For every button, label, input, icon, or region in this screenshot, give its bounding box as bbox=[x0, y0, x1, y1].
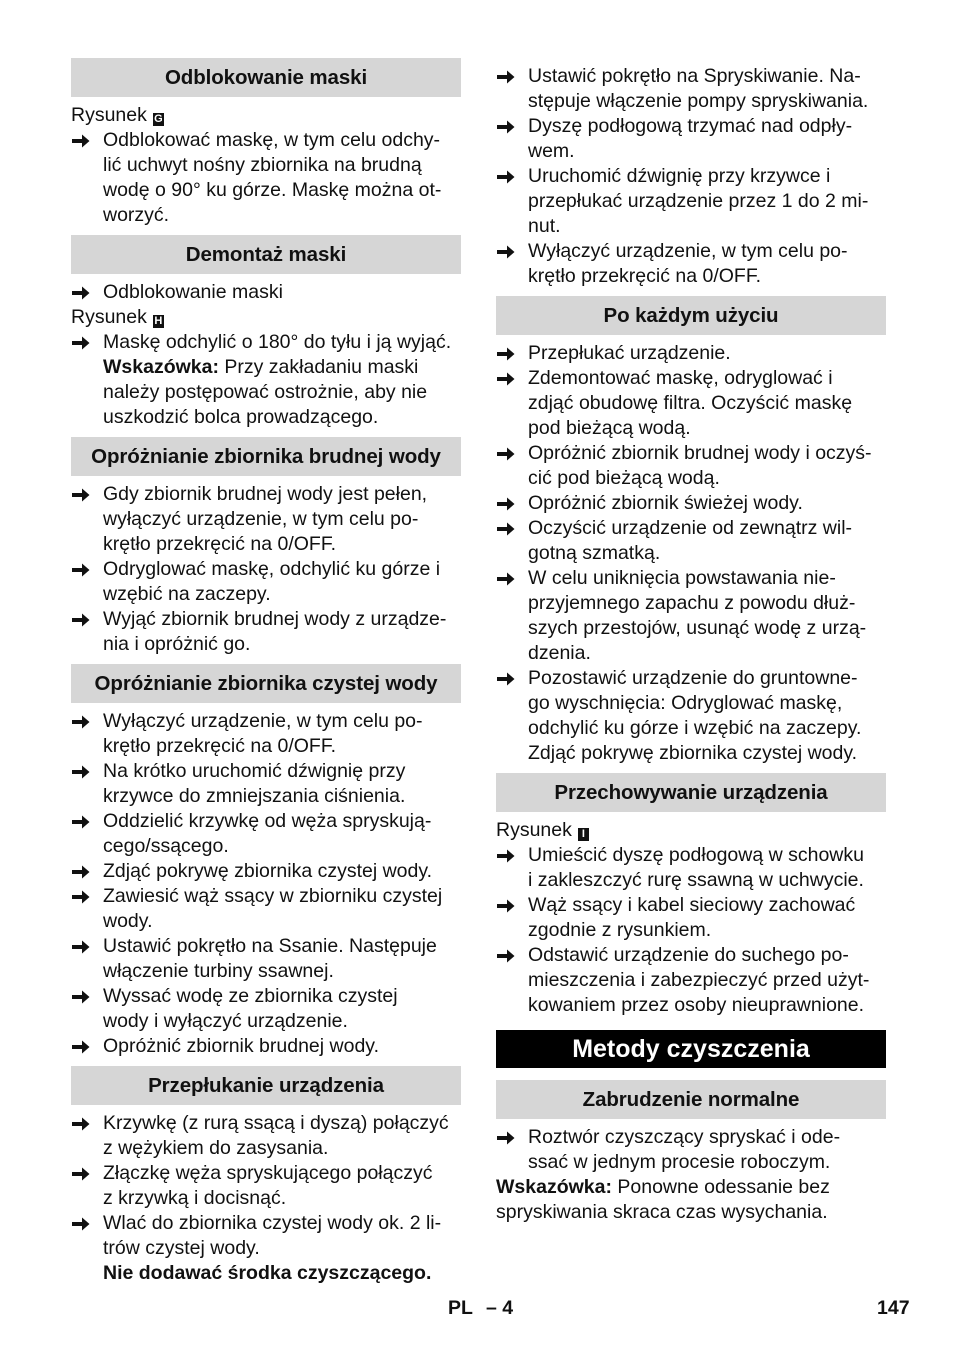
item-line: wody. bbox=[103, 910, 153, 932]
item-line: Gdy zbiornik brudnej wody jest pełen, bbox=[103, 483, 428, 505]
note-line: należy postępować ostrożnie, aby nie bbox=[103, 381, 428, 403]
arrow-right-icon bbox=[497, 672, 515, 686]
item-line: krętło przekręcić na 0/OFF. bbox=[103, 735, 336, 757]
list-item bbox=[496, 843, 886, 893]
list-item bbox=[496, 366, 886, 441]
list-item bbox=[496, 341, 886, 366]
note-line bbox=[103, 355, 461, 380]
item-line: Wyłączyć urządzenie, w tym celu po- bbox=[103, 710, 423, 732]
item-line: Zawiesić wąż ssący w zbiorniku czystej bbox=[103, 885, 443, 907]
item-line: W celu uniknięcia powstawania nie- bbox=[528, 567, 836, 589]
figure-box: G bbox=[154, 113, 163, 125]
item-line: ssać w jednym procesie roboczym. bbox=[528, 1151, 831, 1173]
list-item bbox=[496, 516, 886, 566]
item-line: Krzywkę (z rurą ssącą i dyszą) połączyć bbox=[103, 1112, 449, 1134]
list-item bbox=[71, 1161, 461, 1211]
figure-box: H bbox=[154, 315, 163, 327]
list-item bbox=[71, 859, 461, 884]
list-item bbox=[496, 893, 886, 943]
item-line: zdjąć obudowę filtra. Oczyścić maskę bbox=[528, 392, 853, 414]
item-line: wody i wyłączyć urządzenie. bbox=[103, 1010, 348, 1032]
item-line: Odblokować maskę, w tym celu odchy- bbox=[103, 129, 441, 151]
item-line: krzywce do zmniejszania ciśnienia. bbox=[103, 785, 406, 807]
item-line: Opróżnić zbiornik świeżej wody. bbox=[528, 492, 803, 514]
item-line: dzenia. bbox=[528, 642, 591, 664]
note-text: Przy zakładaniu maski bbox=[224, 356, 419, 378]
item-line: Umieścić dyszę podłogową w schowku bbox=[528, 844, 864, 866]
item-line: Wąż ssący i kabel sieciowy zachować bbox=[528, 894, 856, 916]
figure-label: Rysunek bbox=[71, 104, 147, 126]
item-line: wodę o 90° ku górze. Maskę można ot- bbox=[103, 179, 442, 201]
item-line: Na krótko uruchomić dźwignię przy bbox=[103, 760, 406, 782]
item-line: Pozostawić urządzenie do gruntowne- bbox=[528, 667, 858, 689]
item-line: Dyszę podłogową trzymać nad odpły- bbox=[528, 115, 853, 137]
note-line: uszkodzić bolca prowadzącego. bbox=[103, 406, 379, 428]
arrow-right-icon bbox=[72, 286, 90, 300]
list-item bbox=[496, 943, 886, 1018]
arrow-right-icon bbox=[72, 1217, 90, 1231]
arrow-right-icon bbox=[497, 70, 515, 84]
item-line: nia i opróżnić go. bbox=[103, 633, 251, 655]
section-heading: Po każdym użyciu bbox=[496, 296, 886, 335]
list-item bbox=[496, 566, 886, 666]
arrow-right-icon bbox=[497, 120, 515, 134]
note-line: spryskiwania skraca czas wysychania. bbox=[496, 1201, 828, 1223]
section-body bbox=[496, 335, 886, 773]
arrow-right-icon bbox=[72, 563, 90, 577]
arrow-right-icon bbox=[497, 245, 515, 259]
section-body bbox=[71, 1105, 461, 1293]
section-body bbox=[496, 58, 886, 296]
arrow-right-icon bbox=[497, 949, 515, 963]
note-text: Ponowne odessanie bez bbox=[617, 1176, 830, 1198]
item-line: mieszczenia i zabezpieczyć przed użyt- bbox=[528, 969, 870, 991]
item-line: Ustawić pokrętło na Spryskiwanie. Na- bbox=[528, 65, 861, 87]
item-line: krętło przekręcić na 0/OFF. bbox=[528, 265, 761, 287]
arrow-right-icon bbox=[72, 990, 90, 1004]
figure-reference bbox=[71, 103, 461, 128]
figure-label: Rysunek bbox=[71, 306, 147, 328]
item-line: wzębić na zaczepy. bbox=[103, 583, 271, 605]
item-line: wyłączyć urządzenie, w tym celu po- bbox=[103, 508, 419, 530]
note-label: Wskazówka: bbox=[496, 1176, 612, 1198]
list-item bbox=[71, 884, 461, 934]
section-heading: Przechowywanie urządzenia bbox=[496, 773, 886, 812]
item-line: Wyssać wodę ze zbiornika czystej bbox=[103, 985, 398, 1007]
item-line: przepłukać urządzenie przez 1 do 2 mi- bbox=[528, 190, 869, 212]
list-item bbox=[496, 64, 886, 114]
item-line: Zdemontować maskę, odryglować i bbox=[528, 367, 833, 389]
item-line: stępuje włączenie pompy spryskiwania. bbox=[528, 90, 869, 112]
section-body bbox=[496, 812, 886, 1025]
item-line: Oczyścić urządzenie od zewnątrz wil- bbox=[528, 517, 853, 539]
figure-box: I bbox=[578, 828, 589, 841]
item-line: zgodnie z rysunkiem. bbox=[528, 919, 712, 941]
arrow-right-icon bbox=[72, 613, 90, 627]
list-item bbox=[496, 164, 886, 239]
list-item bbox=[496, 239, 886, 289]
item-line: cego/ssącego. bbox=[103, 835, 229, 857]
arrow-right-icon bbox=[497, 447, 515, 461]
item-line: odchylić ku górze i wzębić na zaczepy. bbox=[528, 717, 862, 739]
arrow-right-icon bbox=[497, 497, 515, 511]
arrow-right-icon bbox=[497, 572, 515, 586]
item-line: Odryglować maskę, odchylić ku górze i bbox=[103, 558, 441, 580]
list-item bbox=[496, 114, 886, 164]
arrow-right-icon bbox=[72, 1040, 90, 1054]
item-line: Zdjąć pokrywę zbiornika czystej wody. bbox=[528, 742, 858, 764]
item-line: Wlać do zbiornika czystej wody ok. 2 li- bbox=[103, 1212, 442, 1234]
list-item bbox=[71, 984, 461, 1034]
item-line: Ustawić pokrętło na Ssanie. Następuje bbox=[103, 935, 437, 957]
arrow-right-icon bbox=[72, 940, 90, 954]
arrow-right-icon bbox=[72, 765, 90, 779]
bold-line: Nie dodawać środka czyszczącego. bbox=[103, 1262, 432, 1284]
footer-language bbox=[448, 1297, 513, 1320]
left-column bbox=[71, 58, 461, 1293]
list-item bbox=[71, 934, 461, 984]
item-line: worzyć. bbox=[103, 204, 170, 226]
right-column bbox=[496, 58, 886, 1232]
arrow-right-icon bbox=[72, 1117, 90, 1131]
arrow-right-icon bbox=[497, 1131, 515, 1145]
section-body bbox=[71, 703, 461, 1066]
section-body bbox=[71, 97, 461, 235]
item-line: Odblokowanie maski bbox=[103, 281, 283, 303]
arrow-right-icon bbox=[72, 336, 90, 350]
note bbox=[71, 355, 461, 430]
arrow-right-icon bbox=[72, 1167, 90, 1181]
list-item bbox=[71, 128, 461, 228]
item-line: Roztwór czyszczący spryskać i ode- bbox=[528, 1126, 841, 1148]
arrow-right-icon bbox=[497, 347, 515, 361]
footer-page-sep: – 4 bbox=[486, 1297, 514, 1319]
item-line: Przepłukać urządzenie. bbox=[528, 342, 731, 364]
list-item bbox=[496, 1125, 886, 1175]
item-line: Opróżnić zbiornik brudnej wody i oczyś- bbox=[528, 442, 872, 464]
item-line: z wężykiem do zasysania. bbox=[103, 1137, 329, 1159]
section-heading: Opróżnianie zbiornika brudnej wody bbox=[71, 437, 461, 476]
item-line: lić uchwyt nośny zbiornika na brudną bbox=[103, 154, 422, 176]
note-label: Wskazówka: bbox=[103, 356, 219, 378]
item-line: wem. bbox=[528, 140, 575, 162]
list-item bbox=[71, 1034, 461, 1059]
item-line: Maskę odchylić o 180° do tyłu i ją wyjąć. bbox=[103, 331, 452, 353]
list-item bbox=[71, 809, 461, 859]
item-line: gotną szmatką. bbox=[528, 542, 661, 564]
item-line: Oddzielić krzywkę od węża spryskują- bbox=[103, 810, 432, 832]
section-heading: Odblokowanie maski bbox=[71, 58, 461, 97]
arrow-right-icon bbox=[72, 815, 90, 829]
page-number: 147 bbox=[877, 1297, 910, 1319]
arrow-right-icon bbox=[72, 488, 90, 502]
list-item bbox=[71, 1211, 461, 1261]
item-line: przyjemnego zapachu z powodu dłuż- bbox=[528, 592, 856, 614]
item-line: pod bieżącą wodą. bbox=[528, 417, 691, 439]
arrow-right-icon bbox=[72, 715, 90, 729]
arrow-right-icon bbox=[497, 170, 515, 184]
item-line: i zakleszczyć rurę ssawną w uchwycie. bbox=[528, 869, 864, 891]
section-heading: Zabrudzenie normalne bbox=[496, 1080, 886, 1119]
item-line: go wyschnięcia: Odryglować maskę, bbox=[528, 692, 843, 714]
arrow-right-icon bbox=[72, 134, 90, 148]
list-item bbox=[71, 1111, 461, 1161]
list-item bbox=[71, 709, 461, 759]
list-item bbox=[71, 557, 461, 607]
section-body bbox=[71, 476, 461, 664]
arrow-right-icon bbox=[497, 372, 515, 386]
section-heading: Demontaż maski bbox=[71, 235, 461, 274]
section-body bbox=[71, 274, 461, 437]
list-item bbox=[71, 482, 461, 557]
section-heading: Opróżnianie zbiornika czystej wody bbox=[71, 664, 461, 703]
item-line: Uruchomić dźwignię przy krzywce i bbox=[528, 165, 831, 187]
figure-reference bbox=[71, 305, 461, 330]
item-line: Wyjąć zbiornik brudnej wody z urządze- bbox=[103, 608, 447, 630]
list-item bbox=[496, 491, 886, 516]
list-item bbox=[71, 280, 461, 305]
section-heading: Przepłukanie urządzenia bbox=[71, 1066, 461, 1105]
footer-lang: PL bbox=[448, 1297, 473, 1319]
item-line: Zdjąć pokrywę zbiornika czystej wody. bbox=[103, 860, 433, 882]
chapter-title: Metody czyszczenia bbox=[496, 1030, 886, 1068]
item-line: nut. bbox=[528, 215, 561, 237]
item-line: kowaniem przez osoby nieuprawnione. bbox=[528, 994, 865, 1016]
list-item bbox=[71, 759, 461, 809]
item-line: cić pod bieżącą wodą. bbox=[528, 467, 720, 489]
item-line: Odstawić urządzenie do suchego po- bbox=[528, 944, 849, 966]
list-item bbox=[496, 666, 886, 766]
item-line: trów czystej wody. bbox=[103, 1237, 260, 1259]
note bbox=[496, 1175, 886, 1225]
figure-label: Rysunek bbox=[496, 819, 572, 841]
item-line: Wyłączyć urządzenie, w tym celu po- bbox=[528, 240, 848, 262]
list-item bbox=[496, 441, 886, 491]
note-line bbox=[496, 1175, 886, 1200]
arrow-right-icon bbox=[497, 522, 515, 536]
arrow-right-icon bbox=[497, 849, 515, 863]
arrow-right-icon bbox=[497, 899, 515, 913]
item-line: Złączkę węża spryskującego połączyć bbox=[103, 1162, 433, 1184]
arrow-right-icon bbox=[72, 865, 90, 879]
item-line: włączenie turbiny ssawnej. bbox=[103, 960, 334, 982]
item-line: szych przestojów, usunąć wodę z urzą- bbox=[528, 617, 867, 639]
figure-reference bbox=[496, 818, 886, 843]
item-line: z krzywką i docisnąć. bbox=[103, 1187, 287, 1209]
arrow-right-icon bbox=[72, 890, 90, 904]
item-line: Opróżnić zbiornik brudnej wody. bbox=[103, 1035, 380, 1057]
item-line: krętło przekręcić na 0/OFF. bbox=[103, 533, 336, 555]
section-body bbox=[496, 1119, 886, 1232]
list-item bbox=[71, 607, 461, 657]
bold-note bbox=[71, 1261, 461, 1286]
list-item bbox=[71, 330, 461, 355]
